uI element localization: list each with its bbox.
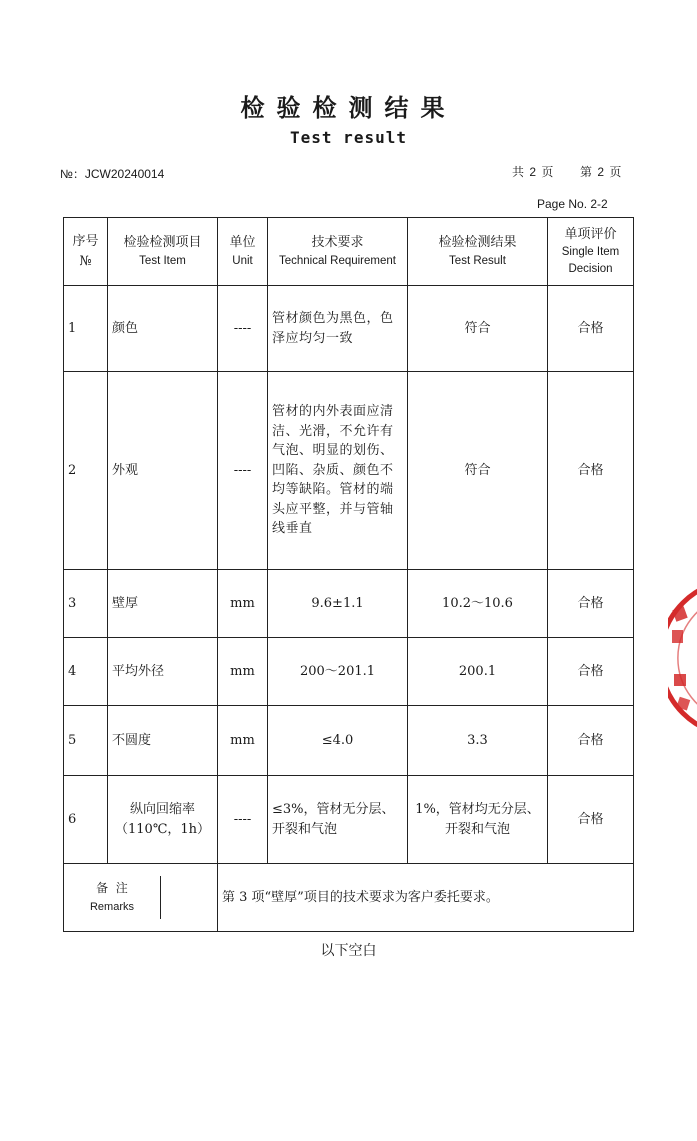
header-item-cn: 检验检测项目 bbox=[123, 235, 202, 251]
header-result-cn: 检验检测结果 bbox=[438, 235, 517, 251]
document-number bbox=[60, 165, 164, 182]
table-row bbox=[64, 286, 634, 372]
header-decision bbox=[548, 218, 634, 286]
remarks-label-en: Remarks bbox=[89, 901, 134, 914]
header-req-cn: 技术要求 bbox=[311, 235, 364, 251]
row-unit: ---- bbox=[218, 776, 268, 864]
row-requirement: 管材颜色为黑色，色泽应均匀一致 bbox=[268, 286, 408, 372]
row-requirement: 9.6±1.1 bbox=[268, 570, 408, 638]
row-no: 2 bbox=[64, 372, 108, 570]
row-no: 3 bbox=[64, 570, 108, 638]
row-unit: mm bbox=[218, 638, 268, 706]
row-no: 1 bbox=[64, 286, 108, 372]
red-seal-stamp bbox=[668, 578, 697, 738]
table-row bbox=[64, 570, 634, 638]
row-result: 200.1 bbox=[408, 638, 548, 706]
row-item: 纵向回缩率（110℃，1h） bbox=[108, 776, 218, 864]
table-row bbox=[64, 776, 634, 864]
table-row bbox=[64, 706, 634, 776]
remarks-row bbox=[64, 864, 634, 932]
total-pages: 共 2 页 bbox=[512, 165, 554, 179]
header-result bbox=[408, 218, 548, 286]
row-no: 5 bbox=[64, 706, 108, 776]
row-item: 壁厚 bbox=[108, 570, 218, 638]
blank-below-note: 以下空白 bbox=[320, 943, 377, 959]
report-title-cn: 检验检测结果 bbox=[240, 93, 457, 122]
doc-no-value: JCW20240014 bbox=[84, 167, 165, 181]
header-decision-en2: Decision bbox=[568, 263, 613, 276]
row-unit: ---- bbox=[218, 286, 268, 372]
report-title-en: Test result bbox=[290, 128, 407, 147]
row-requirement: 200～201.1 bbox=[268, 638, 408, 706]
row-result: 符合 bbox=[408, 372, 548, 570]
row-item: 平均外径 bbox=[108, 638, 218, 706]
table-header-row bbox=[64, 218, 634, 286]
row-unit: ---- bbox=[218, 372, 268, 570]
remarks-label-cn: 备 注 bbox=[96, 880, 128, 895]
row-result: 1%，管材均无分层、开裂和气泡 bbox=[408, 776, 548, 864]
row-result: 10.2～10.6 bbox=[408, 570, 548, 638]
row-unit: mm bbox=[218, 570, 268, 638]
doc-no-label: №： bbox=[60, 167, 85, 181]
row-decision: 合格 bbox=[548, 776, 634, 864]
header-item bbox=[108, 218, 218, 286]
row-decision: 合格 bbox=[548, 286, 634, 372]
header-req bbox=[268, 218, 408, 286]
row-decision: 合格 bbox=[548, 706, 634, 776]
row-requirement: ≤3%，管材无分层、开裂和气泡 bbox=[268, 776, 408, 864]
row-decision: 合格 bbox=[548, 638, 634, 706]
header-seq-en: № bbox=[79, 253, 92, 269]
row-unit: mm bbox=[218, 706, 268, 776]
row-decision: 合格 bbox=[548, 570, 634, 638]
page-count bbox=[512, 163, 621, 180]
row-item: 颜色 bbox=[108, 286, 218, 372]
header-seq-cn: 序号 bbox=[72, 234, 99, 249]
row-decision: 合格 bbox=[548, 372, 634, 570]
header-unit-en: Unit bbox=[232, 254, 253, 267]
result-table bbox=[63, 217, 634, 932]
row-result: 符合 bbox=[408, 286, 548, 372]
header-decision-cn: 单项评价 bbox=[564, 226, 617, 242]
remarks-spacer bbox=[161, 876, 218, 919]
page-number: Page No. 2-2 bbox=[537, 197, 608, 211]
row-item: 外观 bbox=[108, 372, 218, 570]
row-item: 不圆度 bbox=[108, 706, 218, 776]
row-requirement: ≤4.0 bbox=[268, 706, 408, 776]
row-no: 6 bbox=[64, 776, 108, 864]
remarks-label-wrap bbox=[64, 876, 217, 919]
header-unit-cn: 单位 bbox=[229, 235, 256, 251]
table-row bbox=[64, 638, 634, 706]
remarks-label bbox=[64, 876, 161, 919]
header-req-en: Technical Requirement bbox=[279, 254, 396, 267]
header-seq bbox=[64, 218, 108, 286]
header-item-en: Test Item bbox=[139, 254, 186, 267]
row-no: 4 bbox=[64, 638, 108, 706]
seal-mark bbox=[668, 580, 697, 736]
header-unit bbox=[218, 218, 268, 286]
row-result: 3.3 bbox=[408, 706, 548, 776]
row-requirement: 管材的内外表面应清洁、光滑，不允许有气泡、明显的划伤、凹陷、杂质、颜色不均等缺陷。管材的端头应平整，并与管轴线垂直 bbox=[268, 372, 408, 570]
header-result-en: Test Result bbox=[449, 254, 506, 267]
remarks-text: 第 3 项“壁厚”项目的技术要求为客户委托要求。 bbox=[218, 864, 634, 932]
table-row bbox=[64, 372, 634, 570]
current-page: 第 2 页 bbox=[580, 165, 622, 179]
remarks-label-cell bbox=[64, 864, 218, 932]
header-decision-en1: Single Item bbox=[561, 246, 620, 258]
